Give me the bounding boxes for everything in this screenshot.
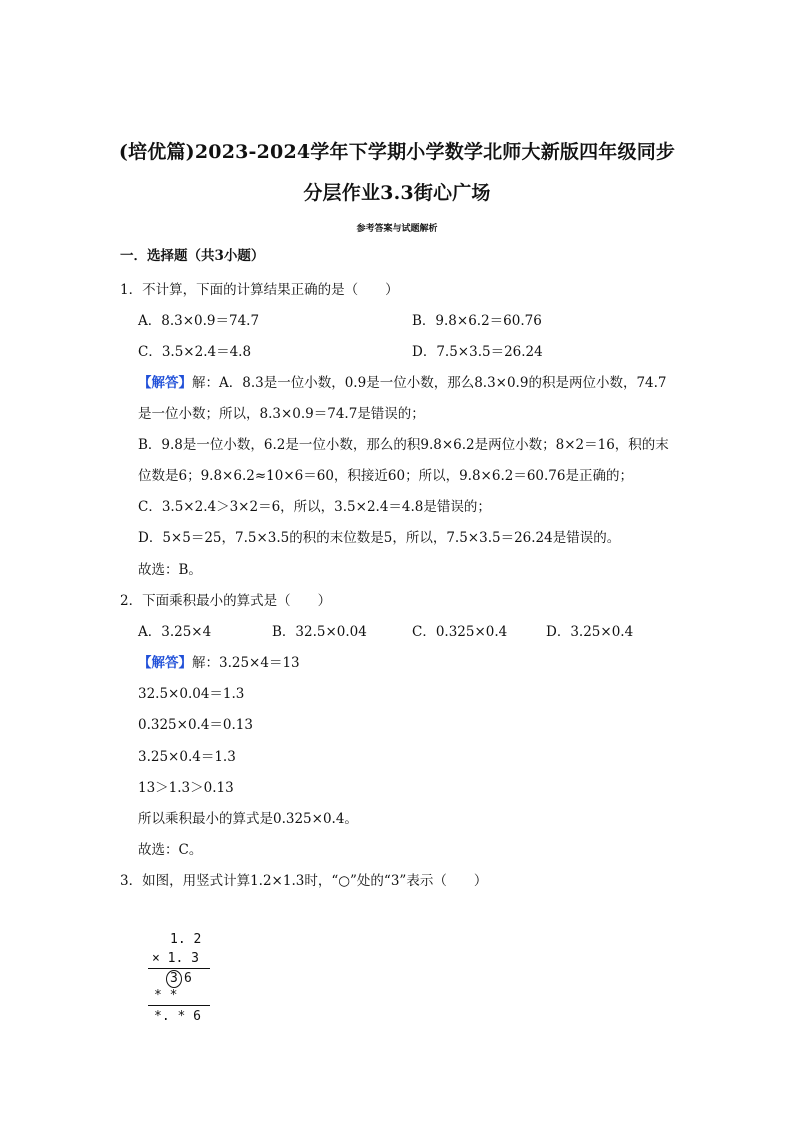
question-1-stem: 1．不计算，下面的计算结果正确的是（ ） [120,282,399,298]
question-1-answer-line-1 [138,374,667,392]
question-3-stem: 3．如图，用竖式计算1.2×1.3时，“○”处的“3”表示（ ） [120,873,488,889]
question-2-option-a: A．3.25×4 [138,624,212,640]
answer-text: 解：A．8.3是一位小数，0.9是一位小数，那么8.3×0.9的积是两位小数，74.7 [192,375,667,391]
figure-multiplier: × 1. 3 [152,951,199,966]
question-2-answer-line-5: 13＞1.3＞0.13 [138,780,234,796]
section-heading: 一．选择题（共3小题） [120,248,265,264]
question-2-answer-line-3: 0.325×0.4＝0.13 [138,717,253,733]
question-1-option-b: B．9.8×6.2＝60.76 [412,313,542,329]
figure-circled-digit: 3 [170,971,178,986]
figure-partial-product-digit: 6 [184,971,192,986]
question-1-answer-line-2: 是一位小数；所以，8.3×0.9＝74.7是错误的； [138,406,425,422]
question-2-option-b: B．32.5×0.04 [272,624,367,640]
question-2-answer-line-1 [138,654,300,672]
figure-rule-2 [148,1005,210,1006]
question-2-option-d: D．3.25×0.4 [546,624,634,640]
question-1-answer-line-3: B．9.8是一位小数，6.2是一位小数，那么的积9.8×6.2是两位小数；8×2＝16，积的末 [138,437,669,453]
question-1-option-c: C．3.5×2.4＝4.8 [138,344,252,360]
question-1-answer-choice: 故选：B。 [138,562,202,578]
answer-tag: 【解答】 [138,655,192,671]
question-2-option-c: C．0.325×0.4 [412,624,508,640]
question-1-answer-line-5: C．3.5×2.4＞3×2＝6，所以，3.5×2.4＝4.8是错误的； [138,499,491,515]
figure-partial-product-2: * * [154,988,178,1003]
document-title-line-2: 分层作业3.3街心广场 [303,182,491,204]
question-2-answer-line-2: 32.5×0.04＝1.3 [138,686,245,702]
question-1-option-d: D．7.5×3.5＝26.24 [412,344,543,360]
document-subtitle: 参考答案与试题解析 [356,224,438,234]
vertical-multiplication-figure [140,930,230,1030]
answer-text: 解：3.25×4＝13 [192,655,300,671]
question-2-answer-line-6: 所以乘积最小的算式是0.325×0.4。 [138,811,358,827]
figure-rule-1 [148,968,210,969]
answer-tag: 【解答】 [138,375,192,391]
question-1-answer-line-4: 位数是6；9.8×6.2≈10×6＝60，积接近60；所以，9.8×6.2＝60.76是正确的； [138,468,633,484]
question-2-stem: 2．下面乘积最小的算式是（ ） [120,593,332,609]
question-1-answer-line-6: D．5×5＝25，7.5×3.5的积的末位数是5，所以，7.5×3.5＝26.24是错误的。 [138,530,621,546]
question-2-answer-line-4: 3.25×0.4＝1.3 [138,749,236,765]
figure-multiplicand: 1. 2 [170,932,202,947]
question-1-option-a: A．8.3×0.9＝74.7 [138,313,260,329]
question-2-answer-choice: 故选：C。 [138,842,203,858]
document-title-line-1: (培优篇)2023-2024学年下学期小学数学北师大新版四年级同步 [118,141,676,163]
figure-product: *. * 6 [154,1009,201,1024]
